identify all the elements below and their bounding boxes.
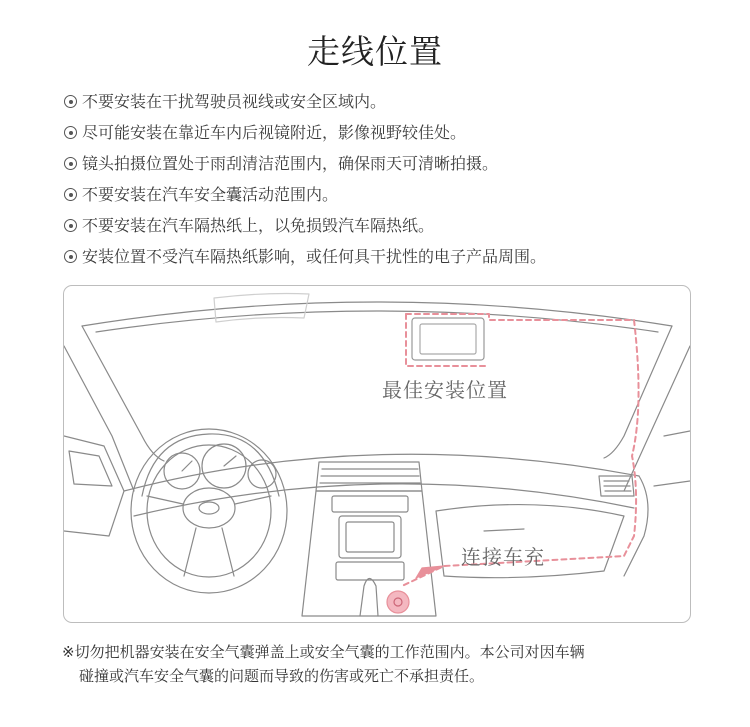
list-item-text: 安装位置不受汽车隔热纸影响，或任何具干扰性的电子产品周围。 bbox=[82, 247, 547, 266]
bullet-circle-icon bbox=[64, 126, 77, 139]
radio-unit bbox=[332, 496, 408, 512]
instruction-list bbox=[64, 89, 546, 275]
car-interior-illustration bbox=[63, 285, 691, 623]
list-item-text: 镜头拍摄位置处于雨刮清洁范围内，确保雨天可清晰拍摄。 bbox=[82, 154, 499, 173]
right-door bbox=[654, 431, 690, 486]
bullet-circle-icon bbox=[64, 157, 77, 170]
car-interior-drawing bbox=[64, 286, 690, 622]
dashboard-top bbox=[124, 454, 639, 491]
center-console bbox=[302, 491, 436, 616]
pillar-left-inner bbox=[64, 346, 134, 491]
bullet-circle-icon bbox=[64, 250, 77, 263]
list-item-text: 不要安装在汽车安全囊活动范围内。 bbox=[82, 185, 339, 204]
note-line-2: 碰撞或汽车安全气囊的问题而导致的伤害或死亡不承担责任。 bbox=[79, 667, 485, 685]
note-line-1: ※切勿把机器安装在安全气囊弹盖上或安全气囊的工作范围内。本公司对因车辆 bbox=[62, 643, 585, 661]
bullet-circle-icon bbox=[64, 219, 77, 232]
gear-lever bbox=[360, 579, 378, 617]
list-item bbox=[64, 120, 546, 151]
bullet-circle-icon bbox=[64, 95, 77, 108]
best-position-label: 最佳安装位置 bbox=[382, 378, 508, 402]
steering-logo bbox=[199, 502, 219, 514]
steering-hub bbox=[183, 488, 235, 528]
windshield-inner-top bbox=[96, 311, 658, 332]
list-item bbox=[64, 213, 546, 244]
bullet-circle-icon bbox=[64, 188, 77, 201]
list-item-text: 尽可能安装在靠近车内后视镜附近，影像视野较佳处。 bbox=[82, 123, 467, 142]
page-title: 走线位置 bbox=[307, 32, 443, 71]
list-item bbox=[64, 182, 546, 213]
pillar-right-inner bbox=[624, 346, 690, 491]
charger-arrow bbox=[416, 566, 444, 578]
list-item bbox=[64, 244, 546, 275]
windshield-left-pillar bbox=[82, 326, 164, 461]
charger-label: 连接车充 bbox=[461, 545, 545, 569]
list-item-text: 不要安装在干扰驾驶员视线或安全区域内。 bbox=[82, 92, 387, 111]
left-door-window bbox=[69, 451, 112, 486]
climate-panel bbox=[336, 562, 404, 580]
list-item-text: 不要安装在汽车隔热纸上，以免损毁汽车隔热纸。 bbox=[82, 216, 435, 235]
charger-socket bbox=[387, 591, 409, 613]
warning-note bbox=[62, 640, 702, 688]
list-item bbox=[64, 89, 546, 120]
dashboard-lower bbox=[134, 484, 634, 516]
left-door bbox=[64, 436, 124, 536]
list-item bbox=[64, 151, 546, 182]
